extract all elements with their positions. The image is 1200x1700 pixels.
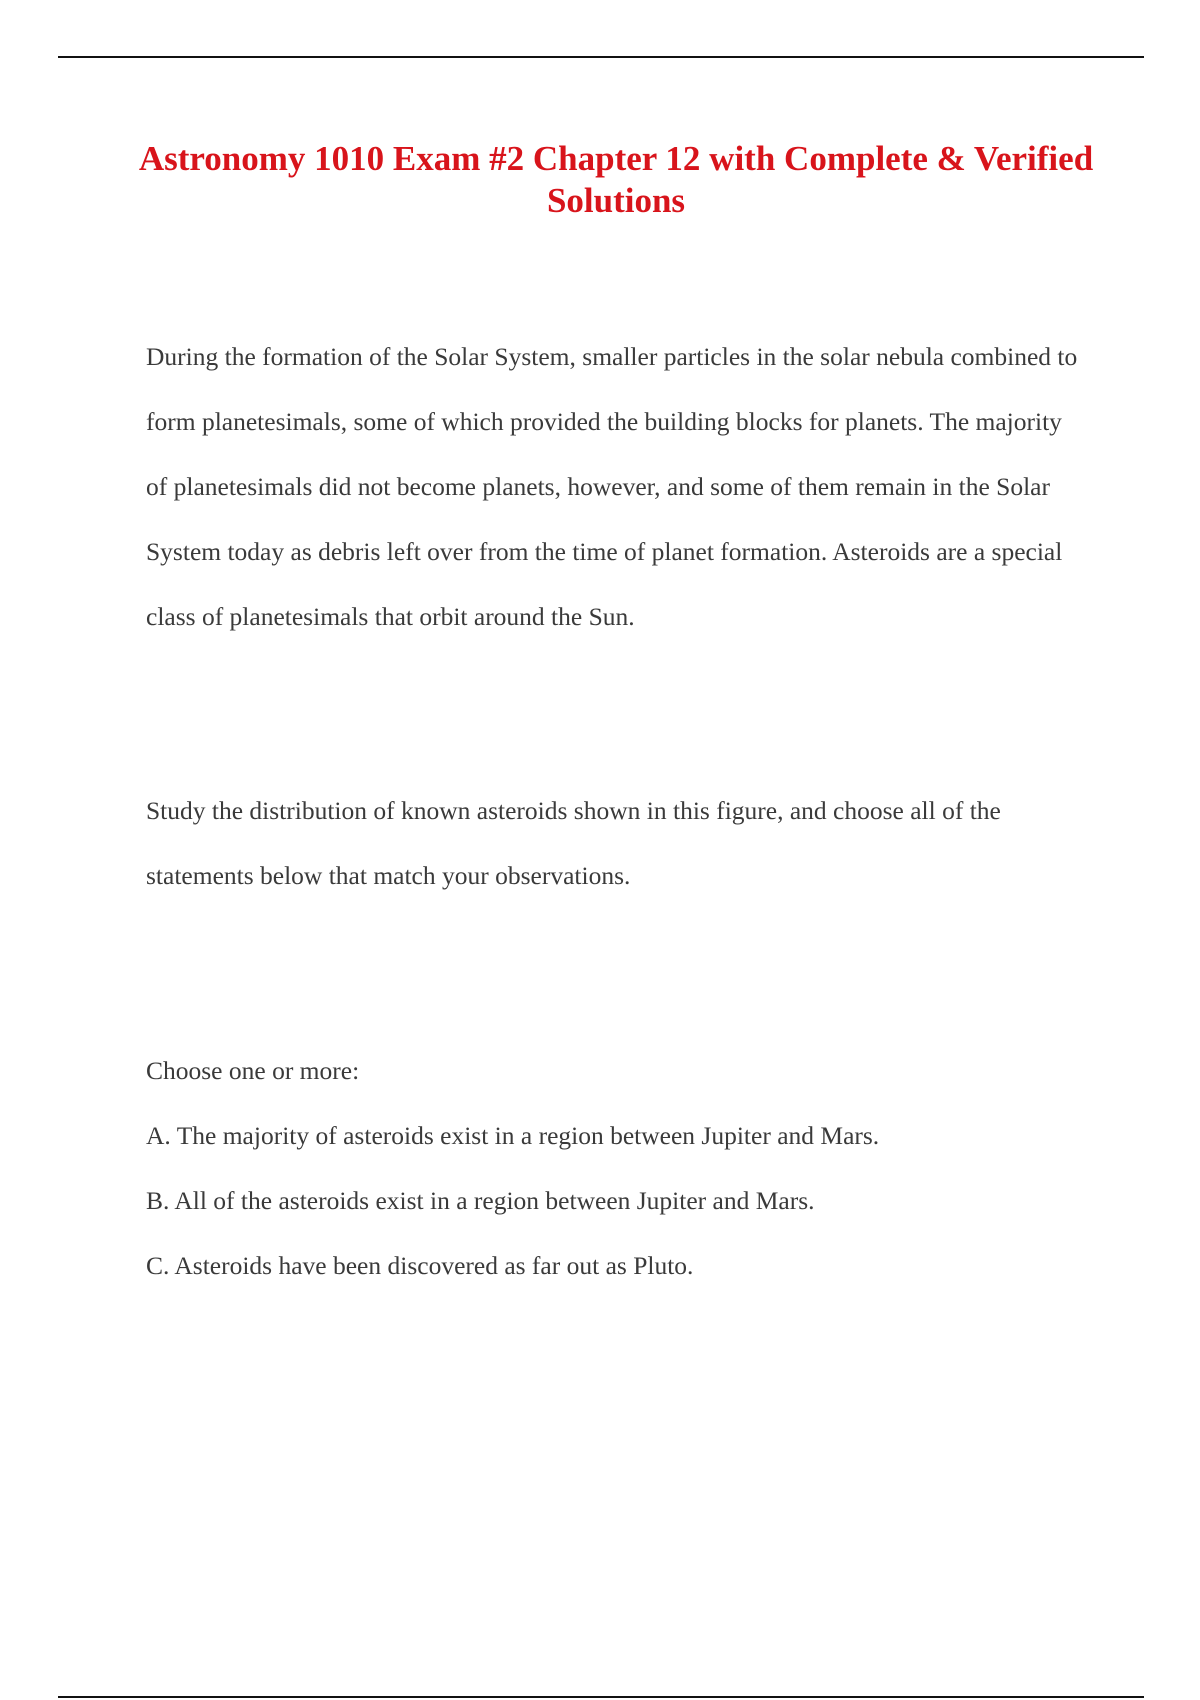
option-c[interactable]: C. Asteroids have been discovered as far out as Pluto. [146, 1251, 694, 1280]
top-rule [58, 56, 1144, 58]
choose-prompt: Choose one or more: [146, 1056, 360, 1085]
intro-paragraph: During the formation of the Solar System, smaller particles in the solar nebula combined to form planetesimals, some of which provided the building blocks for planets. The majority of planetesimals did not become planets, however, and some of them remain in the Solar System today as debris left over from the time of planet formation. Asteroids are a special class of planetesimals that orbit around the Sun. [146, 342, 1078, 631]
option-b[interactable]: B. All of the asteroids exist in a region between Jupiter and Mars. [146, 1186, 815, 1215]
answer-choices [146, 1038, 1086, 1298]
instruction-paragraph: Study the distribution of known asteroids shown in this figure, and choose all of the statements below that match your observations. [146, 796, 1001, 890]
bottom-rule [58, 1696, 1144, 1698]
option-a[interactable]: A. The majority of asteroids exist in a region between Jupiter and Mars. [146, 1121, 880, 1150]
document-title: Astronomy 1010 Exam #2 Chapter 12 with Complete & Verified Solutions [138, 139, 1094, 220]
